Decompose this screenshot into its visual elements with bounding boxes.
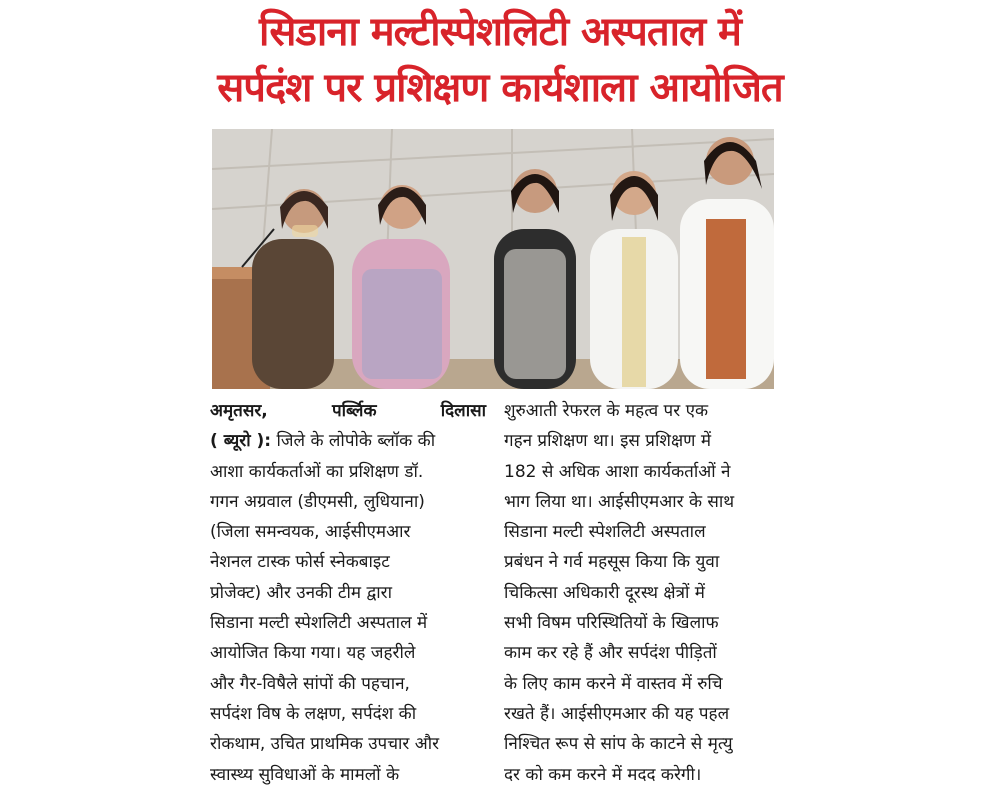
- article-line: के लिए काम करने में वास्तव में रुचि: [504, 673, 723, 694]
- article-line: आशा कार्यकर्ताओं का प्रशिक्षण डॉ.: [210, 461, 424, 482]
- article-line: नेशनल टास्क फोर्स स्नेकबाइट: [210, 552, 390, 573]
- article-line: गहन प्रशिक्षण था। इस प्रशिक्षण में: [504, 431, 711, 452]
- article-line: रखते हैं। आईसीएमआर की यह पहल: [504, 703, 730, 724]
- article-column-left: [210, 396, 486, 790]
- article-line: शुरुआती रेफरल के महत्व पर एक: [504, 401, 709, 421]
- dateline-source-2: दिलासा: [440, 401, 486, 421]
- dateline-place: अमृतसर,: [210, 401, 268, 421]
- article-line: चिकित्सा अधिकारी दूरस्थ क्षेत्रों में: [504, 582, 705, 603]
- article-line: सिडाना मल्टी स्पेशलिटी अस्पताल में: [210, 613, 428, 634]
- article-line: सभी विषम परिस्थितियों के खिलाफ: [504, 613, 719, 634]
- article-line: भाग लिया था। आईसीएमआर के साथ: [504, 491, 735, 512]
- article-line: 182 से अधिक आशा कार्यकर्ताओं ने: [504, 461, 731, 482]
- article-line-text: जिले के लोपोके ब्लॉक की: [276, 431, 436, 452]
- article-line: प्रोजेक्ट) और उनकी टीम द्वारा: [210, 582, 392, 603]
- article-line: आयोजित किया गया। यह जहरीले: [210, 643, 416, 664]
- headline: [210, 4, 790, 116]
- article-line: दर को कम करने में मदद करेगी।: [504, 764, 702, 785]
- article-line: गगन अग्रवाल (डीएमसी, लुधियाना): [210, 491, 425, 512]
- article-line: रोकथाम, उचित प्राथमिक उपचार और: [210, 734, 440, 755]
- article-line: सिडाना मल्टी स्पेशलिटी अस्पताल: [504, 522, 706, 543]
- article-line: प्रबंधन ने गर्व महसूस किया कि युवा: [504, 552, 720, 573]
- article-line: [210, 426, 486, 456]
- article-line: और गैर-विषैले सांपों की पहचान,: [210, 673, 410, 694]
- headline-line-1: सिडाना मल्टीस्पेशलिटी अस्पताल में: [259, 9, 741, 55]
- photo-backdrop: [212, 129, 774, 389]
- dateline-bureau: ( ब्यूरो ):: [210, 431, 272, 452]
- article-line: निश्चित रूप से सांप के काटने से मृत्यु: [504, 734, 733, 755]
- article-line: काम कर रहे हैं और सर्पदंश पीड़ितों: [504, 643, 717, 664]
- article-line: स्वास्थ्य सुविधाओं के मामलों के: [210, 764, 400, 785]
- dateline: [210, 396, 486, 426]
- article-line: सर्पदंश विष के लक्षण, सर्पदंश की: [210, 703, 417, 724]
- dateline-source-1: पर्ब्लिक: [331, 401, 377, 421]
- event-photo: [212, 129, 774, 389]
- article-column-right: [504, 396, 782, 790]
- article-line: (जिला समन्वयक, आईसीएमआर: [210, 522, 411, 543]
- headline-line-2: सर्पदंश पर प्रशिक्षण कार्यशाला आयोजित: [217, 65, 783, 111]
